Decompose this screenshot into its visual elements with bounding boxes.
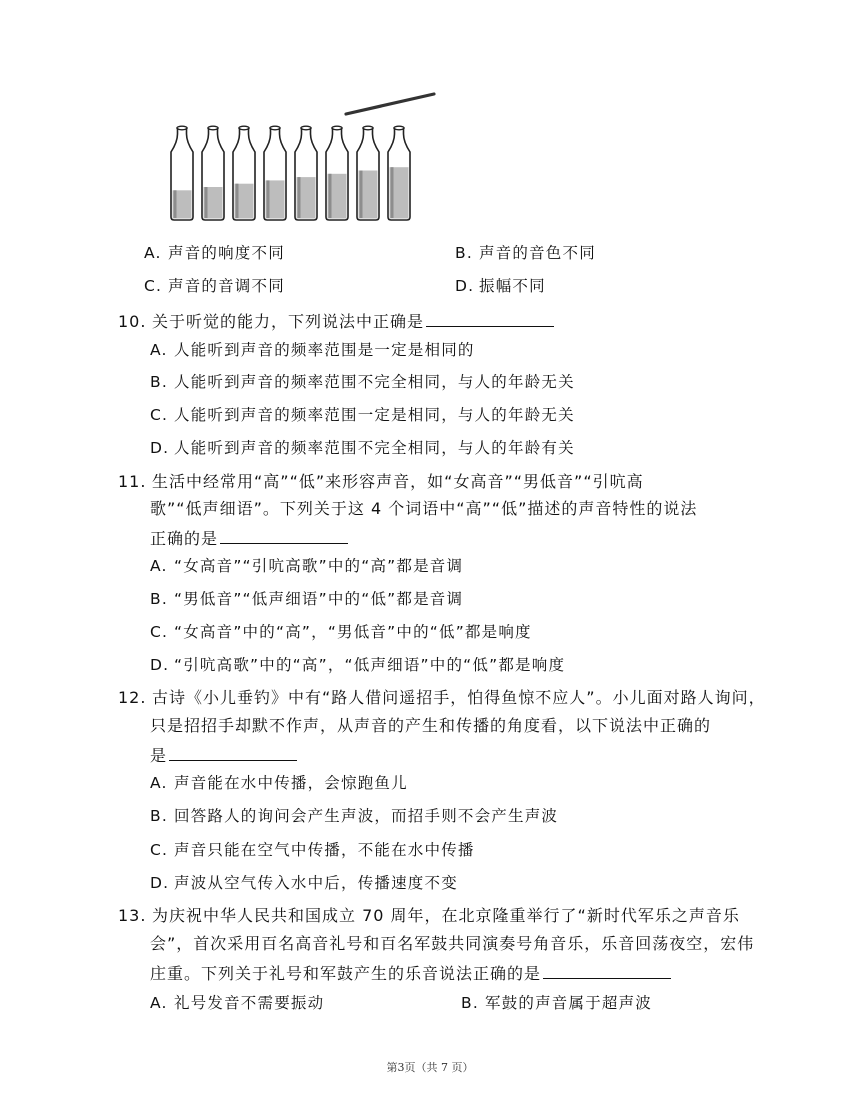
- q11-option-a[interactable]: A. “女高音”“引吭高歌”中的“高”都是音调: [150, 557, 464, 575]
- bottle-mouth: [363, 126, 373, 130]
- q12-option-b[interactable]: B. 回答路人的询问会产生声波，而招手则不会产生声波: [150, 807, 559, 825]
- bottle-mouth: [332, 126, 342, 130]
- water-shadow: [174, 190, 177, 218]
- bottle-6: [326, 126, 348, 220]
- water-shadow: [298, 177, 301, 218]
- water-shadow: [205, 187, 208, 218]
- bottle-mouth: [394, 126, 404, 130]
- q12-option-d[interactable]: D. 声波从空气传入水中后，传播速度不变: [150, 874, 458, 892]
- bottle-mouth: [177, 126, 187, 130]
- q10-option-d[interactable]: D. 人能听到声音的频率范围不完全相同，与人的年龄有关: [150, 439, 575, 457]
- water-shadow: [329, 174, 332, 218]
- q10-option-c[interactable]: C. 人能听到声音的频率范围一定是相同，与人的年龄无关: [150, 406, 575, 424]
- q12-answer-blank[interactable]: [169, 744, 297, 761]
- bottle-mouth: [208, 126, 218, 130]
- q11-answer-blank[interactable]: [220, 527, 348, 544]
- q11-stem-line2: 歌”“低声细语”。下列关于这 4 个词语中“高”“低”描述的声音特性的说法: [150, 499, 698, 518]
- q10-answer-blank[interactable]: [426, 310, 554, 327]
- water-shadow: [267, 180, 270, 218]
- water-shadow: [391, 167, 394, 218]
- q12-stem-line3: 是: [150, 744, 297, 766]
- q13-answer-blank[interactable]: [543, 962, 671, 979]
- q10-option-b[interactable]: B. 人能听到声音的频率范围不完全相同，与人的年龄无关: [150, 373, 575, 391]
- q13-option-a[interactable]: A. 礼号发音不需要振动: [150, 994, 325, 1012]
- page-footer: 第3页（共 7 页）: [386, 1061, 474, 1074]
- q12-stem-line2: 只是招招手却默不作声，从声音的产生和传播的角度看，以下说法中正确的: [150, 716, 712, 735]
- q13-stem-line3: 庄重。下列关于礼号和军鼓产生的乐音说法正确的是: [150, 962, 671, 984]
- q12-option-c[interactable]: C. 声音只能在空气中传播，不能在水中传播: [150, 841, 475, 859]
- bottle-8: [388, 126, 410, 220]
- bottle-mouth: [239, 126, 249, 130]
- bottle-5: [295, 126, 317, 220]
- q12-stem-line1: 12. 古诗《小儿垂钓》中有“路人借问遥招手，怕得鱼惊不应人”。小儿面对路人询问，: [118, 688, 766, 707]
- q10-option-a[interactable]: A. 人能听到声音的频率范围是一定是相同的: [150, 341, 475, 359]
- q13-option-b[interactable]: B. 军鼓的声音属于超声波: [461, 994, 653, 1012]
- bottle-1: [171, 126, 193, 220]
- q9-option-b[interactable]: B. 声音的音色不同: [455, 244, 596, 262]
- q13-stem-line2: 会”，首次采用百名高音礼号和百名军鼓共同演奏号角音乐，乐音回荡夜空，宏伟: [150, 934, 755, 953]
- q9-option-c[interactable]: C. 声音的音调不同: [144, 277, 285, 295]
- q11-stem-line1: 11. 生活中经常用“高”“低”来形容声音，如“女高音”“男低音”“引吭高: [118, 472, 644, 491]
- q11-option-d[interactable]: D. “引吭高歌”中的“高”，“低声细语”中的“低”都是响度: [150, 656, 566, 674]
- q9-option-a[interactable]: A. 声音的响度不同: [144, 244, 285, 262]
- bottle-mouth: [270, 126, 280, 130]
- q11-stem-line3: 正确的是: [150, 527, 348, 549]
- bottle-mouth: [301, 126, 311, 130]
- water-shadow: [236, 184, 239, 218]
- bottle-2: [202, 126, 224, 220]
- water-shadow: [360, 171, 363, 219]
- striking-rod: [346, 94, 434, 114]
- q11-option-c[interactable]: C. “女高音”中的“高”，“男低音”中的“低”都是响度: [150, 623, 532, 641]
- q9-option-d[interactable]: D. 振幅不同: [455, 277, 546, 295]
- bottle-7: [357, 126, 379, 220]
- bottle-4: [264, 126, 286, 220]
- bottle-group: [171, 126, 410, 220]
- q10-stem: 10. 关于听觉的能力，下列说法中正确是: [118, 310, 554, 332]
- q11-option-b[interactable]: B. “男低音”“低声细语”中的“低”都是音调: [150, 590, 464, 608]
- bottles-figure: [160, 86, 450, 226]
- q13-stem-line1: 13. 为庆祝中华人民共和国成立 70 周年，在北京隆重举行了“新时代军乐之声音乐: [118, 906, 740, 925]
- bottle-3: [233, 126, 255, 220]
- q12-option-a[interactable]: A. 声音能在水中传播，会惊跑鱼儿: [150, 774, 408, 792]
